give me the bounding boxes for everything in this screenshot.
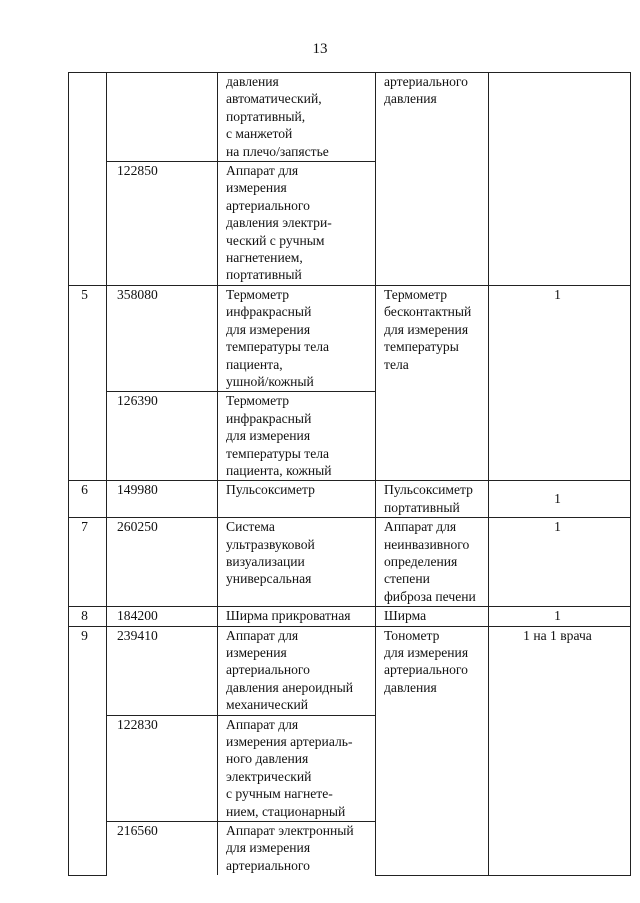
quantity xyxy=(489,73,631,286)
table-row xyxy=(69,481,631,518)
page-number: 13 xyxy=(312,41,328,57)
item-code: 122830 xyxy=(107,715,218,821)
item-name: Аппарат электронный для измерения артериального xyxy=(218,822,376,876)
equipment-type: Термометр бесконтактный для измерения температуры тела xyxy=(376,285,489,480)
row-number: 9 xyxy=(69,626,107,875)
item-name: Ширма прикроватная xyxy=(218,607,376,626)
item-code xyxy=(107,73,218,162)
row-number xyxy=(69,73,107,286)
quantity: 1 xyxy=(489,607,631,626)
table-row xyxy=(69,285,631,391)
item-name: Термометр инфракрасный для измерения температуры тела пациента, ушной/кожный xyxy=(218,285,376,391)
item-code: 126390 xyxy=(107,392,218,481)
table-row xyxy=(69,626,631,715)
item-name: Аппарат для измерения артериального давления электри- ческий с ручным нагнетением, портативный xyxy=(218,162,376,286)
equipment-type: Пульсоксиметр портативный xyxy=(376,481,489,518)
table-row xyxy=(69,518,631,607)
item-name: Система ультразвуковой визуализации универсальная xyxy=(218,518,376,607)
item-code: 358080 xyxy=(107,285,218,391)
item-code: 122850 xyxy=(107,162,218,286)
table-row xyxy=(69,607,631,626)
item-name: давления автоматический, портативный, с манжетой на плечо/запястье xyxy=(218,73,376,162)
row-number: 6 xyxy=(69,481,107,518)
equipment-type: артериального давления xyxy=(376,73,489,286)
quantity: 1 xyxy=(489,481,631,518)
quantity: 1 на 1 врача xyxy=(489,626,631,875)
equipment-table xyxy=(68,72,631,876)
equipment-type: Тонометр для измерения артериального давления xyxy=(376,626,489,875)
row-number: 8 xyxy=(69,607,107,626)
item-code: 239410 xyxy=(107,626,218,715)
item-name: Термометр инфракрасный для измерения температуры тела пациента, кожный xyxy=(218,392,376,481)
row-number: 5 xyxy=(69,285,107,480)
row-number: 7 xyxy=(69,518,107,607)
item-code: 184200 xyxy=(107,607,218,626)
item-name: Аппарат для измерения артериаль- ного давления электрический с ручным нагнете- нием, стационарный xyxy=(218,715,376,821)
quantity: 1 xyxy=(489,518,631,607)
equipment-type: Ширма xyxy=(376,607,489,626)
item-code: 216560 xyxy=(107,822,218,876)
quantity: 1 xyxy=(489,285,631,480)
item-code: 149980 xyxy=(107,481,218,518)
table-row xyxy=(69,73,631,162)
item-code: 260250 xyxy=(107,518,218,607)
item-name: Аппарат для измерения артериального давления анероидный механический xyxy=(218,626,376,715)
item-name: Пульсоксиметр xyxy=(218,481,376,518)
equipment-type: Аппарат для неинвазивного определения степени фиброза печени xyxy=(376,518,489,607)
